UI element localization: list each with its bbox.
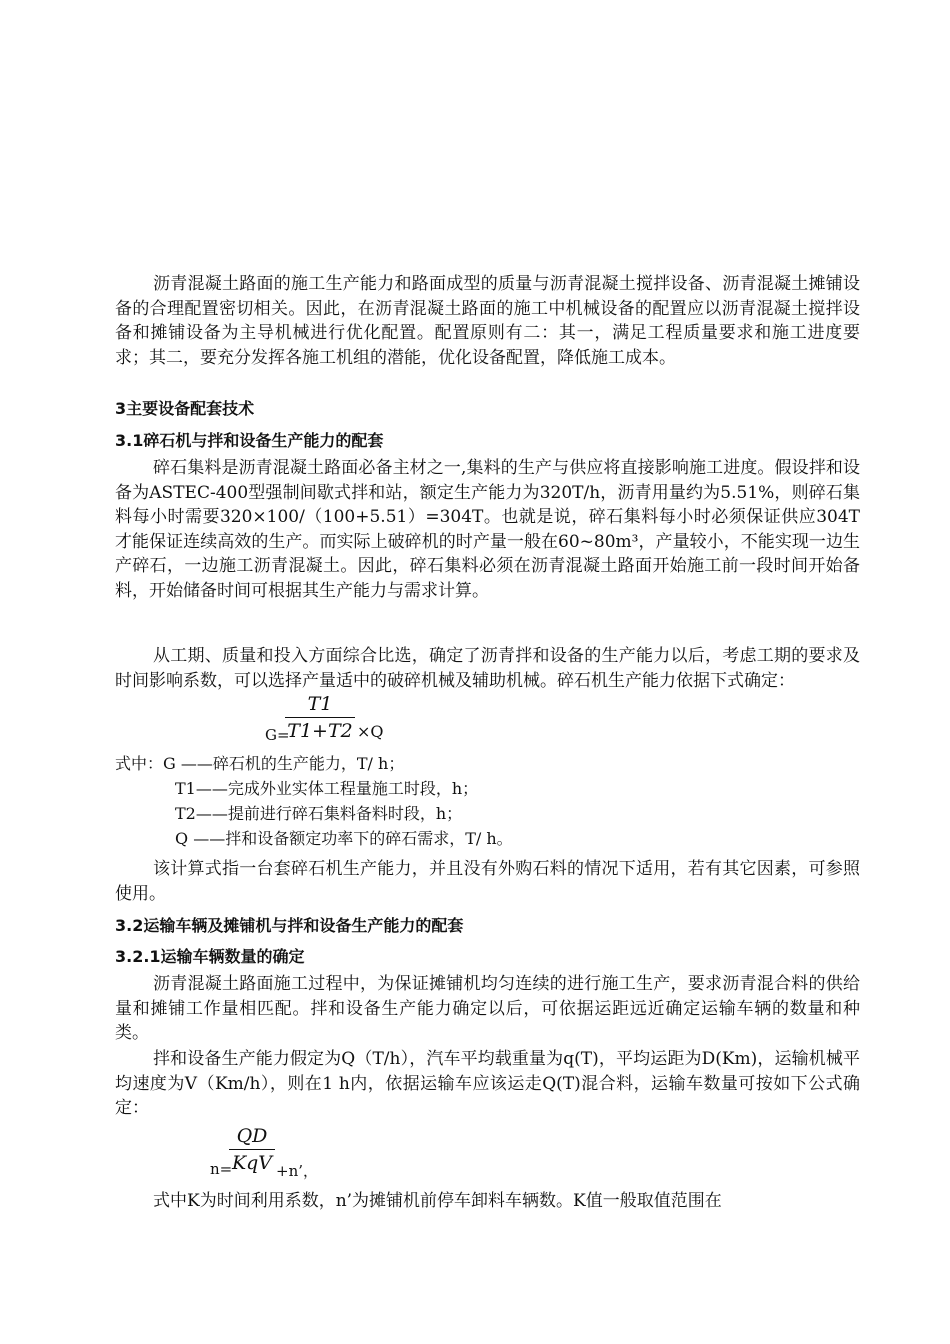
paragraph-transport-assumptions: 拌和设备生产能力假定为Q（T/h），汽车平均载重量为q(T)，平均运距为D(Km)，运输机械平均速度为V（Km/h），则在1 h内，依据运输车应该运走Q(T)混合料，运输车数量可按如下公式确定： [115, 1049, 860, 1118]
formula-numerator: T1 [307, 693, 333, 715]
formula-rhs: ×Q [357, 722, 384, 741]
definition-Q: Q ——拌和设备额定功率下的碎石需求，T/ h。 [175, 829, 513, 848]
definition-T2: T2——提前进行碎石集料备料时段，h； [175, 804, 463, 823]
paragraph-formula-note: 该计算式指一台套碎石机生产能力，并且没有外购石料的情况下适用，若有其它因素，可参照使用。 [115, 859, 860, 904]
formula-lhs: G= [265, 726, 290, 744]
paragraph-transport-intro: 沥青混凝土路面施工过程中，为保证摊铺机均匀连续的进行施工生产，要求沥青混合料的供给量和摊铺工作量相匹配。拌和设备生产能力确定以后，可依据运距远近确定运输车辆的数量和种类。 [115, 974, 860, 1043]
paragraph-aggregate: 碎石集料是沥青混凝土路面必备主材之一,集料的生产与供应将直接影响施工进度。假设拌和设备为ASTEC-400型强制间歇式拌和站，额定生产能力为320T/h，沥青用量约为5.51%，则碎石集料每小时需要320×100/（100+5.51）=304T。也就是说，碎石集料每小时必须保证供应304T才能保证连续高效的生产。而实际上破碎机的时产量一般在60~80m³，产量较小，不能实现一边生产碎石，一边施工沥青混凝土。因此，碎石集料必须在沥青混凝土路面开始施工前一段时间开始备料，开始储备时间可根据其生产能力与需求计算。 [115, 458, 860, 601]
section-heading-3-1: 3.1碎石机与拌和设备生产能力的配套 [115, 431, 384, 450]
definition-T1: T1——完成外业实体工程量施工时段，h； [175, 779, 479, 798]
formula-rhs: +n’， [276, 1162, 318, 1180]
formula-numerator: QD [236, 1125, 268, 1147]
paragraph-intro: 沥青混凝土路面的施工生产能力和路面成型的质量与沥青混凝土搅拌设备、沥青混凝土摊铺设备的合理配置密切相关。因此，在沥青混凝土路面的施工中机械设备的配置应以沥青混凝土搅拌设备和摊铺设备为主导机械进行优化配置。配置原则有二：其一，满足工程质量要求和施工进度要求；其二，要充分发挥各施工机组的潜能，优化设备配置，降低施工成本。 [115, 274, 860, 368]
definition-G: 式中：G ——碎石机的生产能力，T/ h； [115, 754, 405, 773]
formula-lhs: n= [210, 1160, 233, 1178]
paragraph-K-definition: 式中K为时间利用系数，n’为摊铺机前停车卸料车辆数。K值一般取值范围在 [153, 1191, 722, 1211]
paragraph-crusher-selection: 从工期、质量和投入方面综合比选，确定了沥青拌和设备的生产能力以后，考虑工期的要求及时间影响系数，可以选择产量适中的破碎机械及辅助机械。碎石机生产能力依据下式确定： [115, 646, 860, 691]
formula-denominator: T1+T2 [287, 720, 353, 742]
formula-fraction [229, 1124, 275, 1175]
section-heading-3: 3主要设备配套技术 [115, 399, 255, 418]
fraction-bar [229, 1149, 275, 1150]
fraction-bar [285, 717, 355, 718]
formula-fraction [285, 692, 355, 743]
section-heading-3-2-1: 3.2.1运输车辆数量的确定 [115, 947, 305, 966]
formula-denominator: KqV [231, 1152, 273, 1174]
section-heading-3-2: 3.2运输车辆及摊铺机与拌和设备生产能力的配套 [115, 916, 464, 935]
